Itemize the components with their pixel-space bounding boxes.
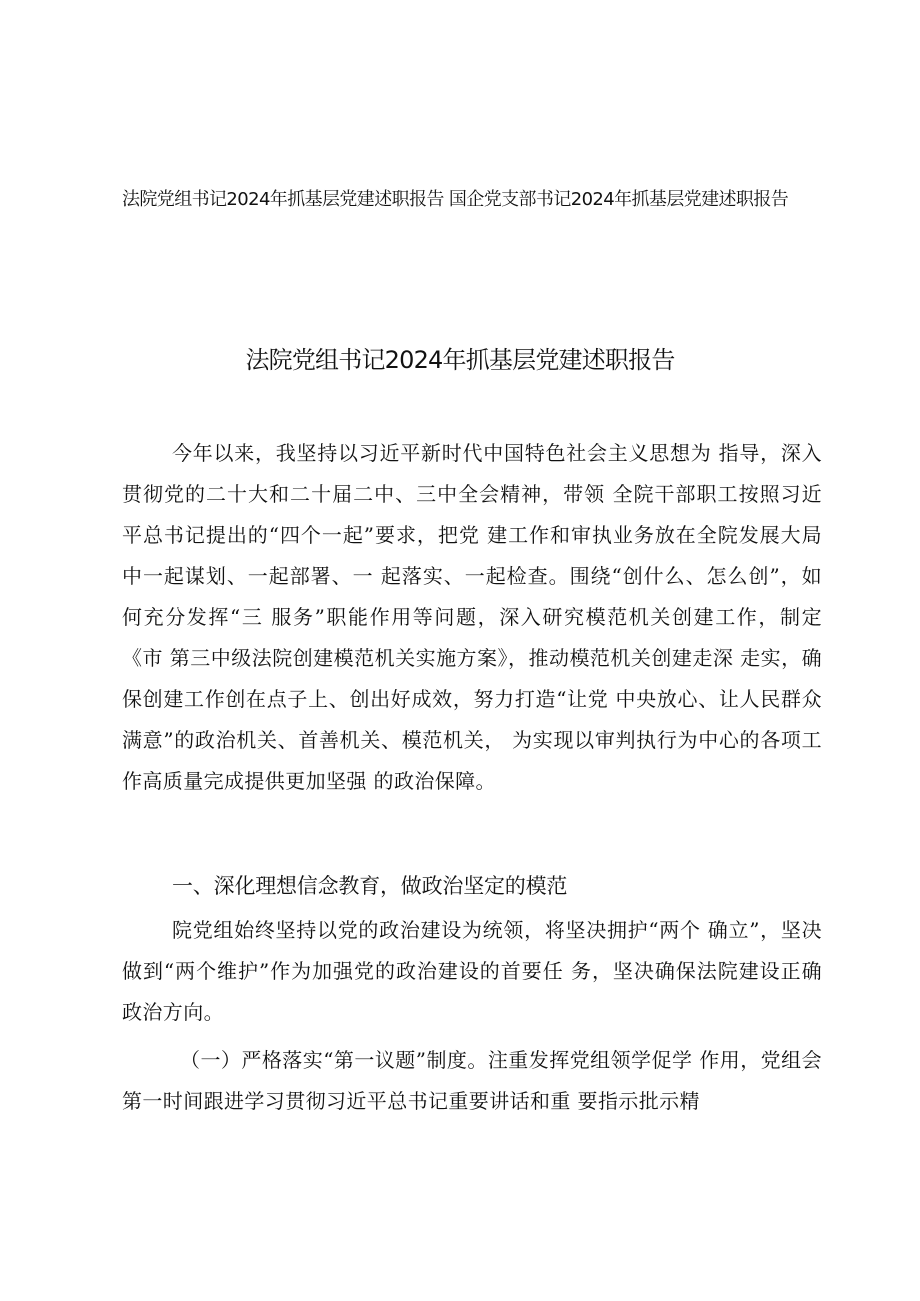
- document-title: 法院党组书记2024年抓基层党建述职报告: [245, 346, 675, 374]
- document-header: 法院党组书记2024年抓基层党建述职报告 国企党支部书记2024年抓基层党建述职报告: [122, 189, 789, 210]
- body-paragraph-intro: 今年以来，我坚持以习近平新时代中国特色社会主义思想为 指导，深入贯彻党的二十大和二十届二中、三中全会精神，带领 全院干部职工按照习近平总书记提出的“四个一起”要求，把党 建工作和审执业务放在全院发展大局中一起谋划、一起部署、一 起落实、一起检查。围绕“创什么、怎么创”，如何充分发挥“三 服务”职能作用等问题，深入研究模范机关创建工作，制定《市 第三中级法院创建模范机关实施方案》，推动模范机关创建走深 走实，确保创建工作创在点子上、创出好成效，努力打造“让党 中央放心、让人民群众满意”的政治机关、首善机关、模范机关， 为实现以审判执行为中心的各项工作高质量完成提供更加坚强 的政治保障。: [122, 441, 822, 793]
- body-paragraph-section-intro: 院党组始终坚持以党的政治建设为统领，将坚决拥护“两个 确立”，坚决做到“两个维护”作为加强党的政治建设的首要任 务，坚决确保法院建设正确政治方向。: [122, 918, 822, 1024]
- body-paragraph-subsection: （一）严格落实“第一议题”制度。注重发挥党组领学促学 作用，党组会第一时间跟进学习贯彻习近平总书记重要讲话和重 要指示批示精: [122, 1048, 822, 1113]
- section-heading: 一、深化理想信念教育，做政治坚定的模范: [172, 874, 568, 898]
